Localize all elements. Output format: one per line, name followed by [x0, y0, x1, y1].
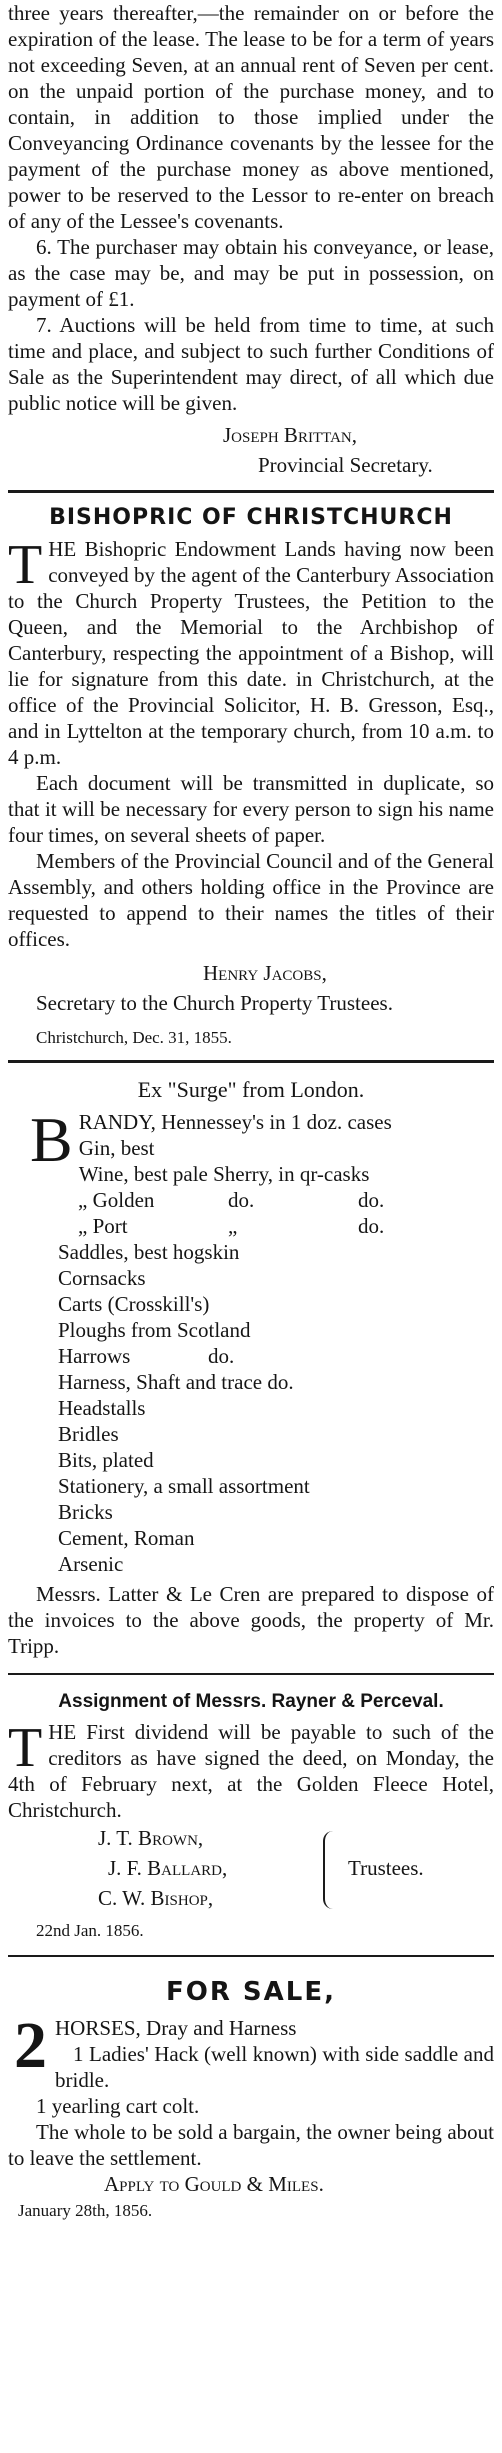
goods-item-name: Harrows [58, 1344, 131, 1368]
goods-list-item [58, 1551, 494, 1577]
section-divider [8, 1673, 494, 1675]
sale-line-4: The whole to be sold a bargain, the owner being about to leave the settlement. [8, 2120, 494, 2170]
goods-item-name: Saddles, best hogskin [58, 1240, 240, 1264]
drop-cap: T [8, 534, 43, 596]
goods-item-ditto: do. [358, 1214, 385, 1238]
goods-list-item [58, 1525, 494, 1551]
goods-list-item [58, 1447, 494, 1473]
sale-line-2: 1 Ladies' Hack (well known) with side saddle and bridle. [55, 2042, 494, 2092]
goods-item-name: Cornsacks [58, 1266, 146, 1290]
goods-item-name: Bricks [58, 1500, 113, 1524]
goods-list-item [58, 1317, 494, 1343]
goods-list-item [58, 1369, 494, 1395]
goods-list-item [58, 1109, 494, 1135]
goods-item-name: Gin, best [78, 1136, 155, 1160]
apply-line: Apply to Gould & Miles. [104, 2172, 324, 2196]
goods-item-name: „ Port [78, 1214, 128, 1238]
section-divider [8, 490, 494, 493]
lease-paragraph: three years thereafter,—the remainder on or before the expiration of the lease. The lease to be for a term of years not exceeding Seven, at an annual rent of Seven per cent. on the unpaid portion of the purchase money, and to contain, in addition to those implied under the Conveyancing Ordinance covenants by the lessee for the payment of the purchase money as above mentioned, power to be reserved to the Lessor to re-enter on breach of any of the Lessee's covenants. [8, 1, 494, 233]
sale-line-3: 1 yearling cart colt. [36, 2094, 200, 2118]
notice-date: 22nd Jan. 1856. [36, 1921, 144, 1940]
goods-list [8, 1104, 494, 1577]
for-sale-advert [8, 1977, 494, 2223]
goods-item-ditto: „ [228, 1214, 238, 1238]
surge-advert [8, 1077, 494, 1659]
signatory-name: Henry Jacobs, [203, 961, 327, 985]
goods-item-name: Stationery, a small assortment [58, 1474, 310, 1498]
bishopric-paragraph-1: HE Bishopric Endowment Lands having now been conveyed by the agent of the Canterbury Association to the Church Property Trustees, the Petition to the Queen, and the Memorial to the Archbishop of Canterbury, respecting the appointment of a Bishop, will lie for signature from this date. in Christchurch, at the office of the Provincial Solicitor, H. B. Gresson, Esq., and in Lyttelton at the temporary church, from 10 a.m. to 4 p.m. [8, 537, 494, 769]
notice-date: January 28th, 1856. [18, 2201, 153, 2220]
signatory-title: Secretary to the Church Property Trustees. [36, 991, 393, 1015]
section-heading: FOR SALE, [166, 1977, 336, 2007]
trustee-name: C. W. Bishop, [98, 1886, 214, 1910]
bishopric-notice [8, 505, 494, 1050]
goods-list-item [58, 1291, 494, 1317]
trustee-name: J. F. Ballard, [108, 1856, 228, 1880]
goods-list-item [58, 1135, 494, 1161]
goods-item-name: Harness, Shaft and trace do. [58, 1370, 294, 1394]
notice-date: Christchurch, Dec. 31, 1855. [36, 1028, 232, 1047]
goods-item-name: Headstalls [58, 1396, 146, 1420]
goods-item-ditto: do. [358, 1188, 385, 1212]
goods-list-item [58, 1161, 494, 1187]
goods-list-item [58, 1187, 494, 1213]
goods-list-item [58, 1265, 494, 1291]
trustees-block [8, 1823, 494, 1919]
trustees-label: Trustees. [348, 1856, 424, 1880]
goods-item-name: „ Golden [78, 1188, 155, 1212]
drop-cap: B [30, 1104, 73, 1175]
goods-item-name: Bridles [58, 1422, 119, 1446]
trustee-name: J. T. Brown, [98, 1826, 204, 1850]
goods-item-ditto: do. [208, 1344, 235, 1368]
goods-item-name: Wine, best pale Sherry, in qr-casks [78, 1162, 370, 1186]
signatory-title: Provincial Secretary. [258, 453, 433, 477]
section-heading: Ex "Surge" from London. [137, 1077, 365, 1102]
drop-cap: T [8, 1717, 43, 1779]
assignment-notice [8, 1691, 494, 1943]
goods-item-name: Ploughs from Scotland [58, 1318, 251, 1342]
section-heading: BISHOPRIC OF CHRISTCHURCH [49, 505, 453, 530]
sale-line-1: HORSES, Dray and Harness [55, 2016, 297, 2040]
section-heading: Assignment of Messrs. Rayner & Perceval. [58, 1691, 444, 1712]
goods-item-name: RANDY, Hennessey's in 1 doz. cases [78, 1110, 392, 1134]
goods-item-ditto: do. [228, 1188, 255, 1212]
goods-list-item [58, 1473, 494, 1499]
assignment-paragraph: HE First dividend will be payable to such of the creditors as have signed the deed, on Monday, the 4th of February next, at the Golden Fleece Hotel, Christchurch. [8, 1720, 494, 1822]
goods-list-item [58, 1499, 494, 1525]
section-divider [8, 1060, 494, 1063]
goods-list-item [58, 1421, 494, 1447]
bishopric-paragraph-2: Each document will be transmitted in duplicate, so that it will be necessary for every person to sign his name four times, on several sheets of paper. [8, 771, 494, 847]
large-numeral: 2 [14, 2009, 47, 2082]
surge-note: Messrs. Latter & Le Cren are prepared to dispose of the invoices to the above goods, the property of Mr. Tripp. [8, 1582, 494, 1658]
section-divider [8, 1955, 494, 1957]
bishopric-paragraph-3: Members of the Provincial Council and of the General Assembly, and others holding office in the Province are requested to append to their names the titles of their offices. [8, 849, 494, 951]
signatory-name: Joseph Brittan, [223, 423, 357, 447]
lease-paragraph-7: 7. Auctions will be held from time to time, at such time and place, and subject to such further Conditions of Sale as the Superintendent may direct, of all which due public notice will be given. [8, 313, 494, 415]
goods-item-name: Cement, Roman [58, 1526, 195, 1550]
trustees-brace [323, 1831, 339, 1909]
lease-paragraph-6: 6. The purchaser may obtain his conveyance, or lease, as the case may be, and may be put in possession, on payment of £1. [8, 235, 494, 311]
goods-item-name: Carts (Crosskill's) [58, 1292, 210, 1316]
goods-item-name: Arsenic [58, 1552, 124, 1576]
goods-list-item [58, 1395, 494, 1421]
goods-item-name: Bits, plated [58, 1448, 154, 1472]
goods-list-item [58, 1343, 494, 1369]
goods-list-item [58, 1213, 494, 1239]
lease-notice [8, 0, 494, 480]
goods-list-item [58, 1239, 494, 1265]
